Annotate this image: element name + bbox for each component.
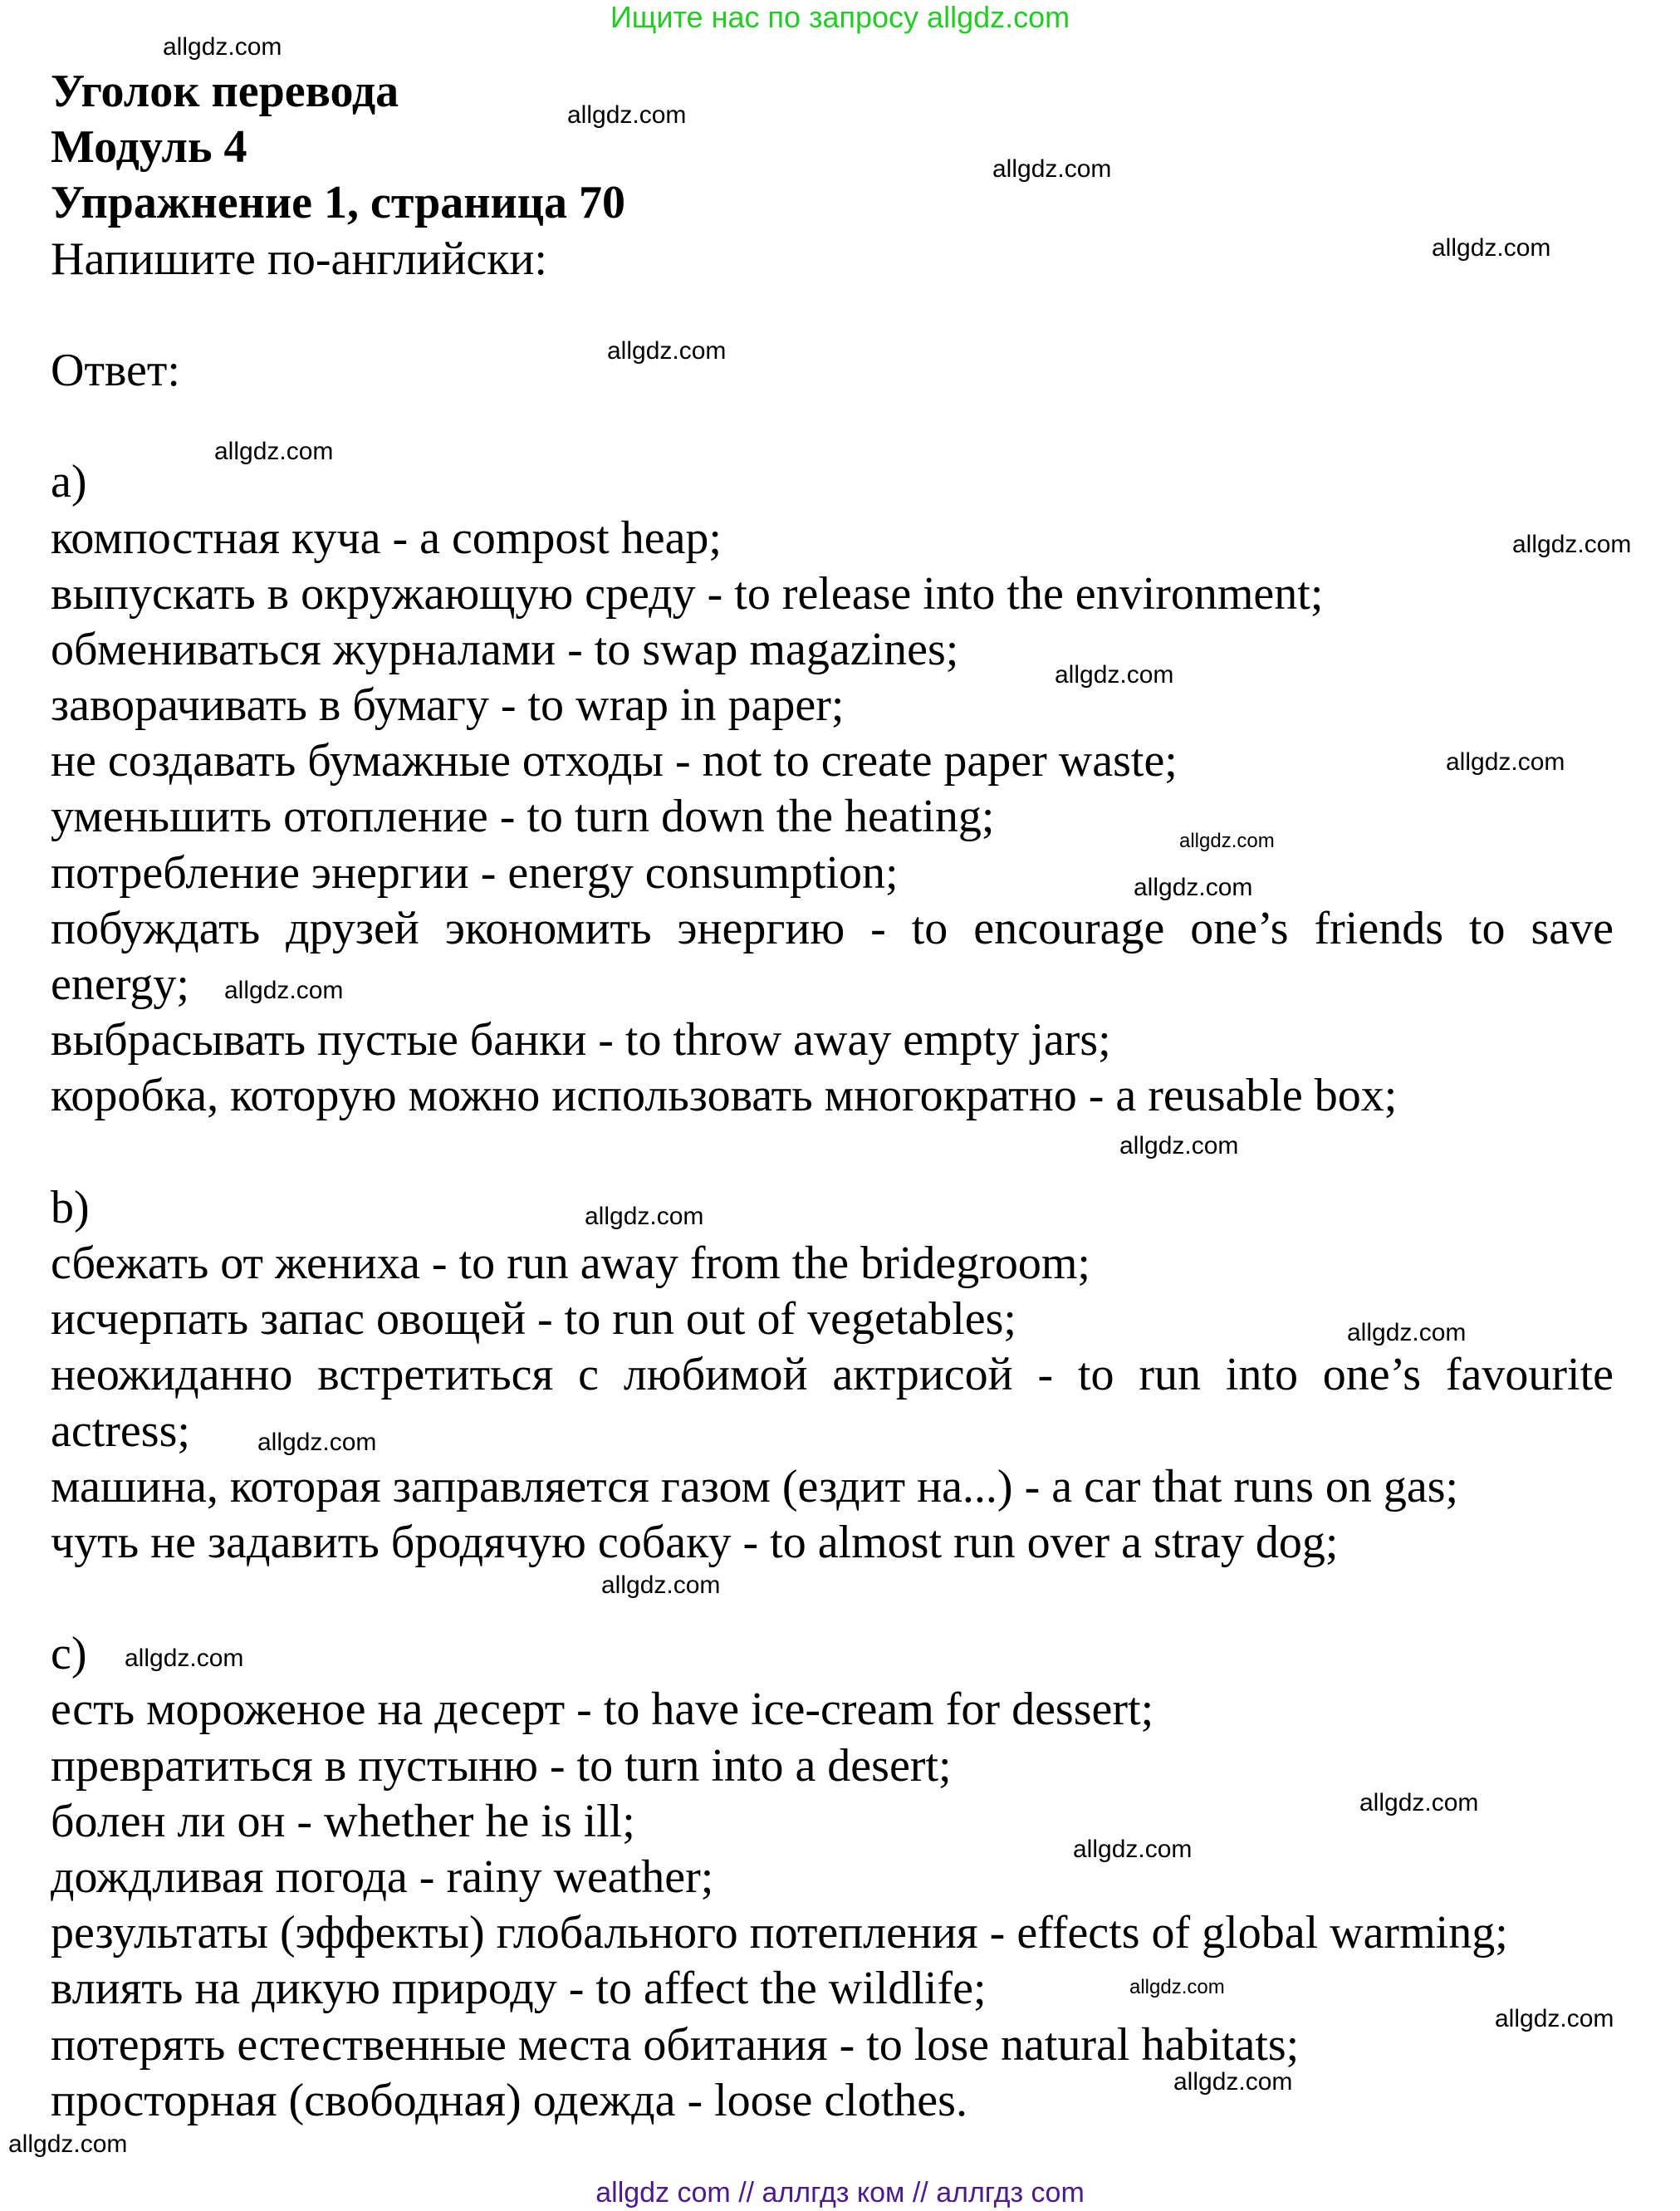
list-item: неожиданно встретиться с любимой актрисой - to run into one’s favourite	[51, 1349, 1614, 1401]
heading-exercise: Упражнение 1, страница 70	[51, 177, 626, 229]
watermark: allgdz.com	[8, 2130, 128, 2158]
list-item: не создавать бумажные отходы - not to create paper waste;	[51, 735, 1178, 787]
watermark: allgdz.com	[1173, 2068, 1293, 2096]
list-item: болен ли он - whether he is ill;	[51, 1795, 635, 1847]
watermark: allgdz.com	[601, 1571, 721, 1599]
list-item: уменьшить отопление - to turn down the heating;	[51, 791, 995, 843]
watermark: allgdz.com	[1134, 874, 1253, 901]
watermark: allgdz.com	[214, 438, 334, 465]
list-item: чуть не задавить бродячую собаку - to almost run over a stray dog;	[51, 1516, 1339, 1568]
bottom-banner: allgdz com // аллгдз ком // аллгдз com	[595, 2177, 1085, 2209]
list-item: обмениваться журналами - to swap magazines;	[51, 623, 959, 675]
section-label-b: b)	[51, 1181, 90, 1233]
list-item: дождливая погода - rainy weather;	[51, 1851, 714, 1903]
list-item: исчерпать запас овощей - to run out of vegetables;	[51, 1293, 1016, 1346]
list-item: машина, которая заправляется газом (ездит на...) - a car that runs on gas;	[51, 1460, 1459, 1512]
list-item: влиять на дикую природу - to affect the wildlife;	[51, 1963, 987, 2015]
list-item: есть мороженое на десерт - to have ice-cream for dessert;	[51, 1684, 1154, 1736]
watermark: allgdz.com	[125, 1645, 244, 1672]
watermark: allgdz.com	[224, 977, 344, 1004]
watermark: allgdz.com	[1129, 1976, 1225, 1998]
document-body	[51, 64, 1614, 2129]
watermark: allgdz.com	[163, 33, 282, 61]
section-label-a: a)	[51, 456, 87, 508]
heading-title: Уголок перевода	[51, 66, 399, 117]
answer-label: Ответ:	[51, 344, 180, 396]
watermark: allgdz.com	[1119, 1132, 1239, 1159]
watermark: allgdz.com	[1073, 1836, 1193, 1863]
list-item: превратиться в пустыню - to turn into a desert;	[51, 1739, 952, 1792]
list-item: результаты (эффекты) глобального потепления - effects of global warming;	[51, 1907, 1508, 1959]
watermark: allgdz.com	[567, 101, 687, 129]
spacer	[51, 287, 1614, 343]
watermark: allgdz.com	[585, 1203, 704, 1230]
watermark: allgdz.com	[1432, 234, 1551, 262]
list-item: просторная (свободная) одежда - loose clothes.	[51, 2074, 967, 2126]
list-item: коробка, которую можно использовать многократно - a reusable box;	[51, 1070, 1398, 1122]
watermark: allgdz.com	[992, 155, 1112, 183]
watermark: allgdz.com	[1495, 2005, 1614, 2032]
heading-module: Модуль 4	[51, 121, 247, 174]
list-item: выпускать в окружающую среду - to release into the environment;	[51, 567, 1324, 620]
watermark: allgdz.com	[1055, 661, 1174, 689]
top-banner: Ищите нас по запросу allgdz.com	[610, 0, 1070, 34]
list-item: выбрасывать пустые банки - to throw away empty jars;	[51, 1014, 1111, 1066]
spacer	[51, 1571, 1614, 1626]
watermark: allgdz.com	[607, 337, 727, 365]
list-item: потерять естественные места обитания - to lose natural habitats;	[51, 2018, 1300, 2071]
watermark: allgdz.com	[1446, 748, 1565, 776]
list-item: побуждать друзей экономить энергию - to encourage one’s friends to save	[51, 902, 1614, 954]
task-text: Напишите по-английски:	[51, 233, 547, 285]
list-item: потребление энергии - energy consumption;	[51, 846, 899, 899]
watermark: allgdz.com	[1359, 1789, 1479, 1816]
list-item: компостная куча - a compost heap;	[51, 512, 722, 564]
watermark: allgdz.com	[1179, 830, 1275, 852]
watermark: allgdz.com	[1512, 531, 1632, 558]
spacer	[51, 1125, 1614, 1180]
watermark: allgdz.com	[257, 1429, 377, 1456]
section-label-c: c)	[51, 1628, 87, 1680]
list-item-continuation: actress;	[51, 1405, 190, 1457]
list-item-continuation: energy;	[51, 958, 189, 1010]
watermark: allgdz.com	[1347, 1319, 1467, 1346]
list-item: заворачивать в бумагу - to wrap in paper;	[51, 679, 845, 732]
list-item: сбежать от жениха - to run away from the bridegroom;	[51, 1237, 1090, 1289]
